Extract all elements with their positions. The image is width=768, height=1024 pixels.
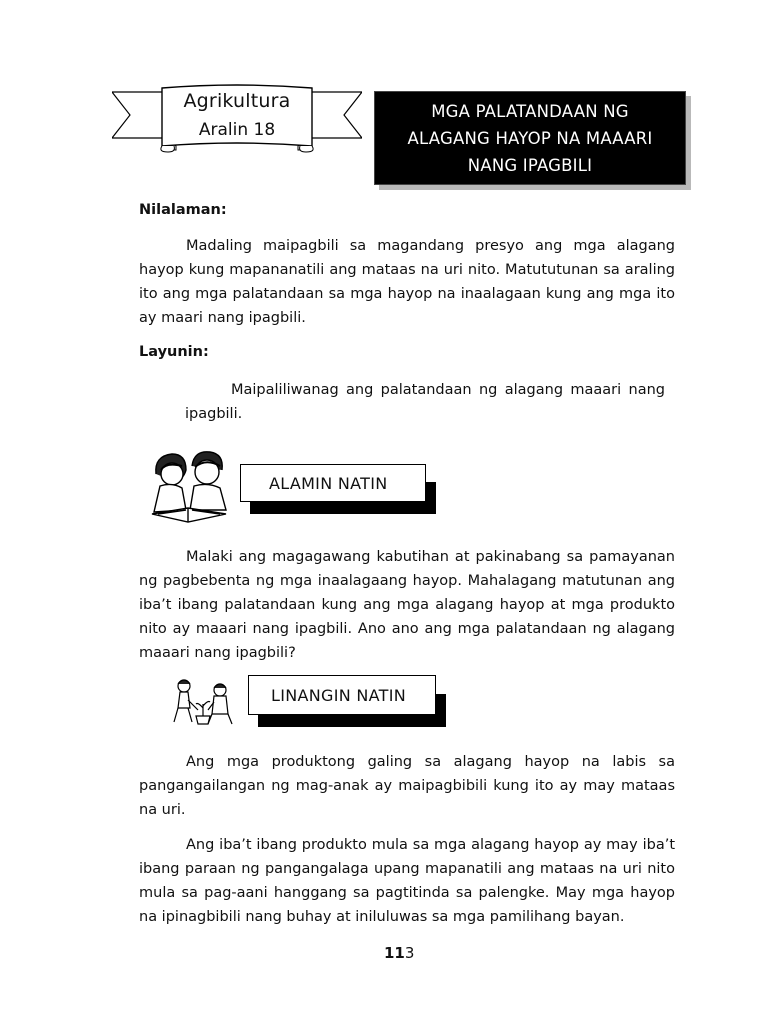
linangin-paragraph-1: Ang mga produktong galing sa alagang hayop na labis sa pangangailangan ng mag-anak ay maipagbibili kung ito ay may mataas na uri. bbox=[139, 754, 675, 818]
page-number bbox=[384, 944, 444, 962]
subject-title: Agrikultura bbox=[183, 90, 291, 112]
linangin-paragraph-2: Ang iba’t ibang produkto mula sa mga alagang hayop ay may iba’t ibang paraan ng pangangalaga upang mapanatili ang mataas na uri nito mula sa pag-aani hanggang sa pagtitinda sa palengke. May mga hayop na ipinagbibili nang buhay at iniluluwas sa mga pamilihang bayan. bbox=[139, 837, 675, 925]
children-planting-illustration bbox=[170, 676, 238, 728]
page-number-bold: 11 bbox=[384, 944, 405, 962]
alamin-paragraph: Malaki ang magagawang kabutihan at pakinabang sa pamayanan ng pagbebenta ng mga inaalagaang hayop. Mahalagang matutunan ang iba’t ibang palatandaan kung ang mga alagang hayop at mga produkto nito ay maaari nang ipagbili. Ano ano ang mga palatandaan ng alagang maaari nang ipagbili? bbox=[139, 549, 675, 661]
lesson-title bbox=[408, 98, 653, 179]
layunin-heading: Layunin: bbox=[139, 344, 209, 360]
nilalaman-paragraph: Madaling maipagbili sa magandang presyo ang mga alagang hayop kung mapananatili ang mataas na uri nito. Matututunan sa araling ito ang mga palatandaan sa mga hayop na inaalagaan kung ang mga ito ay maari nang ipagbili. bbox=[139, 238, 675, 326]
layunin-paragraph: Maipaliliwanag ang palatandaan ng alagang maaari nang ipagbili. bbox=[185, 382, 665, 422]
title-line-2: ALAGANG HAYOP NA MAAARI bbox=[407, 128, 653, 148]
lesson-title-box bbox=[374, 91, 686, 185]
title-line-3: NANG IPAGBILI bbox=[467, 155, 593, 175]
alamin-natin-header: ALAMIN NATIN bbox=[240, 464, 426, 502]
children-reading-illustration bbox=[146, 448, 232, 526]
nilalaman-heading: Nilalaman: bbox=[139, 202, 227, 218]
lesson-number: Aralin 18 bbox=[198, 120, 276, 140]
title-line-1: MGA PALATANDAAN NG bbox=[431, 101, 629, 121]
page-number-last: 3 bbox=[404, 944, 415, 962]
linangin-natin-header: LINANGIN NATIN bbox=[248, 675, 436, 715]
